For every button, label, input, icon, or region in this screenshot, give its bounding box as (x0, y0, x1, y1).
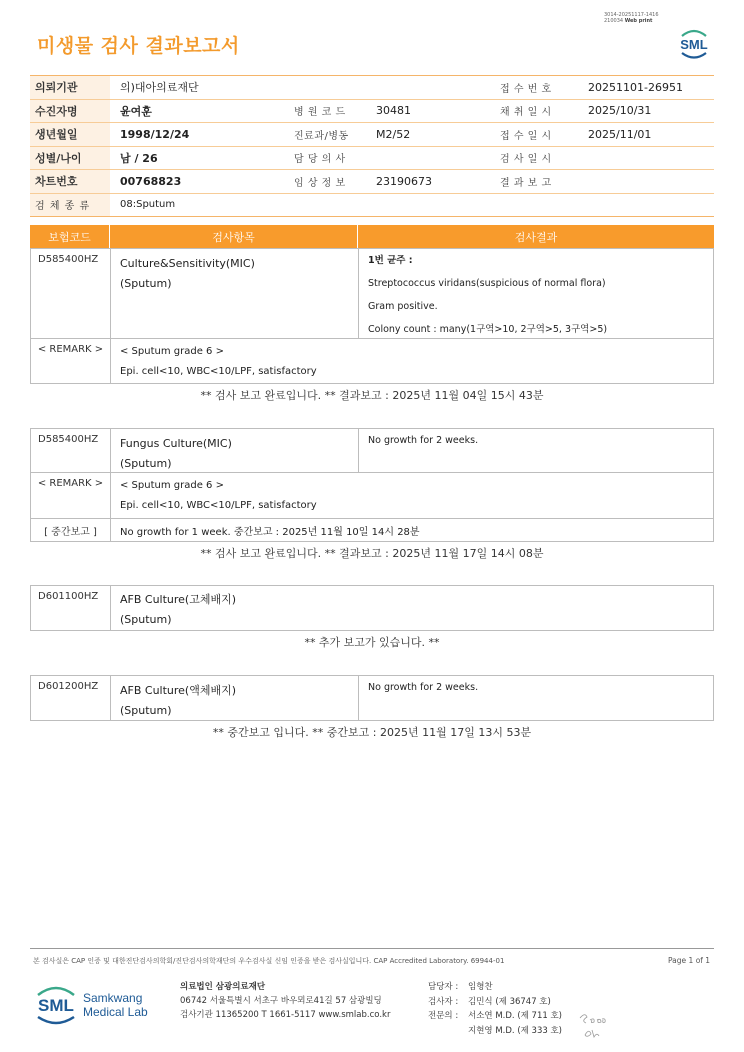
test-item-specimen: (Sputum) (120, 457, 172, 470)
test-code: D585400HZ (31, 249, 111, 338)
result-line: Colony count : many(1구역>10, 2구역>5, 3구역>5) (368, 324, 608, 335)
table-row (31, 429, 713, 473)
value-collect-date: 2025/10/31 (588, 104, 652, 118)
patient-info (30, 75, 714, 217)
test-item-specimen: (Sputum) (120, 704, 172, 717)
label-chart: 차트번호 (30, 170, 110, 193)
info-row-chart (30, 170, 714, 194)
header-result: 검사결과 (514, 230, 558, 244)
staff-row: 전문의 : 서소연 M.D. (제 711 호) (428, 1011, 563, 1021)
result-line: 1번 균주 : (368, 255, 413, 266)
results-header (30, 225, 714, 248)
header-item: 검사항목 (110, 225, 358, 248)
value-test-date (578, 147, 698, 170)
page-number: Page 1 of 1 (668, 956, 711, 965)
value-specimen: 08:Sputum (120, 199, 176, 211)
print-meta-line1: 3014-20251117-1416 (604, 12, 659, 18)
signature-icon (577, 1008, 609, 1040)
value-hospital-code: 30481 (376, 104, 411, 118)
logo-text-line1: Samkwang (83, 991, 143, 1005)
remark-label: < REMARK > (31, 473, 111, 518)
organization-info (180, 980, 390, 1022)
interim-row (31, 519, 713, 541)
label-name: 수진자명 (30, 100, 110, 123)
test-code: D601200HZ (31, 676, 111, 720)
label-sex-age: 성별/나이 (30, 147, 110, 170)
value-clinical: 23190673 (376, 174, 432, 188)
certification-note: 본 검사실은 CAP 인증 및 대한진단검사의학회/진단검사의학재단의 우수검사실 신임 인증을 받은 검사실입니다. CAP Accredited Laboratory. 69944-01 (33, 957, 505, 965)
test-block-1 (30, 248, 714, 384)
remark-line: < Sputum grade 6 > (120, 346, 224, 357)
value-sex-age: 남 / 26 (120, 151, 158, 165)
test-code: D601100HZ (31, 586, 111, 630)
test-item-name: AFB Culture(액체배지) (120, 684, 237, 697)
org-name: 의료법인 삼광의료재단 (180, 982, 266, 992)
header-code: 보험코드 (30, 225, 110, 248)
label-hospital: 의뢰기관 (30, 76, 110, 99)
result-line: Streptococcus viridans(suspicious of normal flora) (368, 278, 606, 289)
print-meta-line2: 210034 Web print (604, 18, 653, 24)
result-line: No growth for 2 weeks. (368, 682, 479, 693)
value-chart: 00768823 (120, 174, 182, 188)
test-item-specimen: (Sputum) (120, 613, 172, 626)
status-line: ** 추가 보고가 있습니다. ** (304, 636, 440, 649)
result-line: No growth for 2 weeks. (368, 435, 479, 446)
test-item-name: Culture&Sensitivity(MIC) (120, 257, 255, 270)
test-result (359, 676, 713, 720)
result-line: Gram positive. (368, 301, 438, 312)
remark-line: Epi. cell<10, WBC<10/LPF, satisfactory (120, 500, 317, 511)
test-block-3 (30, 585, 714, 631)
info-row-name (30, 100, 714, 124)
label-test-date: 검 사 일 시 (500, 154, 552, 166)
staff-row: 지현영 M.D. (제 333 호) (468, 1025, 563, 1036)
footer-divider (30, 948, 714, 949)
sml-brand-icon (674, 24, 714, 64)
test-block-4 (30, 675, 714, 721)
remark-line: Epi. cell<10, WBC<10/LPF, satisfactory (120, 366, 317, 377)
value-hospital: 의)대아의료재단 (120, 81, 199, 95)
test-item (111, 586, 713, 630)
value-doctor (366, 147, 495, 170)
test-item-name: Fungus Culture(MIC) (120, 437, 232, 450)
sml-logo-mark: SML (38, 996, 74, 1015)
info-row-birth (30, 123, 714, 147)
status-line: ** 중간보고 입니다. ** 중간보고 : 2025년 11월 17일 13시 53분 (212, 726, 532, 739)
status-line: ** 검사 보고 완료입니다. ** 결과보고 : 2025년 11월 04일 15시 43분 (200, 389, 544, 402)
test-block-2 (30, 428, 714, 542)
value-birth: 1998/12/24 (120, 127, 190, 141)
label-result-report: 결 과 보 고 (500, 177, 552, 189)
remark-row (31, 473, 713, 519)
info-row-hospital (30, 76, 714, 100)
interim-label: [ 중간보고 ] (31, 519, 111, 541)
label-dept: 진료과/병동 (294, 130, 349, 142)
staff-row: 검사자 : 김민식 (제 36747 호) (428, 996, 551, 1007)
remark-line: < Sputum grade 6 > (120, 480, 224, 491)
info-row-sex-age (30, 147, 714, 171)
test-result (359, 429, 713, 472)
label-clinical: 임 상 정 보 (294, 177, 346, 189)
label-collect-date: 채 취 일 시 (500, 107, 552, 119)
print-meta (604, 12, 659, 24)
info-row-specimen (30, 194, 714, 218)
staff-info (428, 980, 562, 1038)
staff-row: 담당자 : 임형찬 (428, 982, 493, 992)
interim-text: No growth for 1 week. 중간보고 : 2025년 11월 10일 14시 28분 (120, 527, 420, 538)
remark-text (111, 473, 713, 518)
remark-text (111, 339, 713, 383)
page-title: 미생물 검사 결과보고서 (37, 35, 240, 57)
remark-label: < REMARK > (31, 339, 111, 383)
logo-text-line2: Medical Lab (83, 1005, 148, 1019)
label-receipt-no: 접 수 번 호 (500, 83, 552, 95)
sml-brand-text: SML (680, 37, 708, 52)
test-item (111, 676, 359, 720)
label-receipt-date: 접 수 일 시 (500, 130, 552, 142)
test-item-name: AFB Culture(고체배지) (120, 593, 237, 606)
status-line: ** 검사 보고 완료입니다. ** 결과보고 : 2025년 11월 17일 14시 08분 (200, 547, 544, 560)
value-dept: M2/52 (376, 127, 411, 141)
org-address: 06742 서울특별시 서초구 바우뫼로41길 57 삼광빌딩 (180, 996, 382, 1006)
test-item-specimen: (Sputum) (120, 277, 172, 290)
test-result (359, 249, 713, 338)
org-contact: 검사기관 11365200 T 1661-5117 www.smlab.co.kr (180, 1010, 391, 1020)
sml-logo-icon (36, 981, 156, 1027)
label-birth: 생년월일 (30, 123, 110, 146)
value-name: 윤여훈 (120, 104, 152, 118)
table-row (31, 676, 713, 720)
test-item (111, 429, 359, 472)
value-receipt-no: 20251101-26951 (588, 80, 683, 94)
value-receipt-date: 2025/11/01 (588, 127, 652, 141)
test-code: D585400HZ (31, 429, 111, 472)
test-item (111, 249, 359, 338)
label-hospital-code: 병 원 코 드 (294, 107, 346, 119)
table-row (31, 586, 713, 630)
label-specimen: 검 체 종 류 (30, 194, 110, 217)
remark-row (31, 339, 713, 383)
table-row (31, 249, 713, 339)
label-doctor: 담 당 의 사 (294, 154, 346, 166)
value-result-report (578, 170, 698, 193)
